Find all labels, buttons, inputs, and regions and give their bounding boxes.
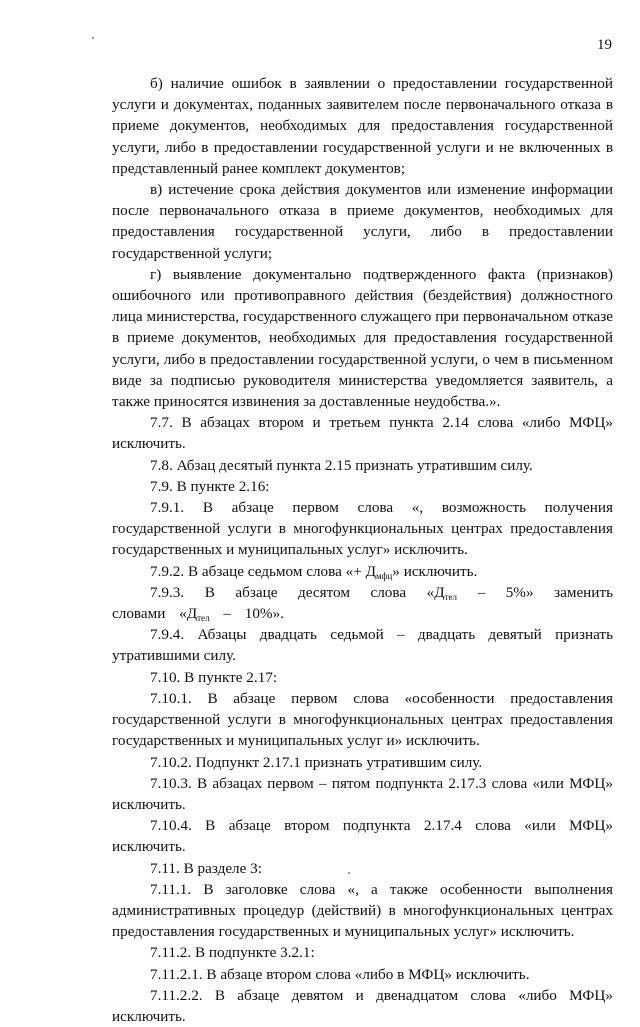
paragraph-7-11-2-2: 7.11.2.2. В абзаце девятом и двенадцатом слова «либо МФЦ» исключить.: [112, 986, 613, 1025]
paragraph-g: г) выявление документально подтвержденного факта (признаков) ошибочного или противоправного действия (бездействия) должностного лица министерства, государственного служащего при первоначальном отказе в приеме документов, необходимых для предоставления государственной услуги, либо в предоставлении государственной услуги, о чем в письменном виде за подписью руководителя министерства уведомляется заявитель, а также приносятся извинения за доставленные неудобства.».: [112, 265, 613, 411]
text-run: » исключить.: [392, 562, 478, 580]
paragraph-7-11-2: 7.11.2. В подпункте 3.2.1:: [150, 944, 315, 962]
scan-speck: [348, 872, 350, 874]
paragraph-7-11-1: 7.11.1. В заголовке слова «, а также особенности выполнения административных процедур (действий) в многофункциональных центрах предоставления государственных и муниципальных услуг» исключить.: [112, 880, 613, 941]
paragraph-7-8: 7.8. Абзац десятый пункта 2.15 признать утратившим силу.: [150, 456, 533, 474]
text-run: 7.9.2. В абзаце седьмом слова «+ Д: [150, 562, 376, 580]
document-body: [112, 73, 613, 1027]
paragraph-7-10-1: 7.10.1. В абзаце первом слова «особенности предоставления государственной услуги в многофункциональных центрах предоставления государственных и муниципальных услуг и» исключить.: [112, 689, 613, 750]
paragraph-7-9-1: 7.9.1. В абзаце первом слова «, возможность получения государственной услуги в многофункциональных центрах предоставления государственных и муниципальных услуг» исключить.: [112, 499, 613, 559]
scan-speck: [92, 37, 94, 39]
text-run: 7.9.3. В абзаце десятом слова «Д: [150, 583, 445, 601]
paragraph-b: б) наличие ошибок в заявлении о предоставлении государственной услуги и документах, поданных заявителем после первоначального отказа в приеме документов, необходимых для предоставления государственной услуги, либо в предоставлении государственной услуги и не включенных в представленный ранее комплект документов;: [112, 75, 613, 177]
paragraph-7-10: 7.10. В пункте 2.17:: [150, 668, 278, 686]
paragraph-7-9-4: 7.9.4. Абзацы двадцать седьмой – двадцать девятый признать утратившими силу.: [112, 626, 613, 665]
text-run: – 10%».: [209, 605, 284, 623]
paragraph-7-10-2: 7.10.2. Подпункт 2.17.1 признать утратившим силу.: [150, 753, 483, 771]
paragraph-v: в) истечение срока действия документов или изменение информации после первоначального отказа в приеме документов, необходимых для предоставления государственной услуги, либо в предоставлении государственной услуги;: [112, 181, 613, 262]
paragraph-7-7: 7.7. В абзацах втором и третьем пункта 2.14 слова «либо МФЦ» исключить.: [112, 414, 613, 453]
paragraph-7-9-2: [112, 561, 613, 582]
paragraph-7-11-2-1: 7.11.2.1. В абзаце втором слова «либо в МФЦ» исключить.: [150, 965, 530, 983]
paragraph-7-9-3: [112, 582, 613, 624]
text-run: – 5%» заменить словами «Д: [112, 583, 614, 623]
paragraph-7-11: 7.11. В разделе 3:: [150, 859, 262, 877]
subscript: тел: [197, 613, 210, 624]
paragraph-7-9: 7.9. В пункте 2.16:: [150, 477, 270, 495]
page-number: 19: [597, 37, 612, 53]
paragraph-7-10-3: 7.10.3. В абзацах первом – пятом подпункта 2.17.3 слова «или МФЦ» исключить.: [112, 774, 613, 813]
subscript: мфц: [375, 570, 393, 581]
subscript: тел: [444, 591, 458, 602]
paragraph-7-10-4: 7.10.4. В абзаце втором подпункта 2.17.4 слова «или МФЦ» исключить.: [112, 817, 613, 856]
